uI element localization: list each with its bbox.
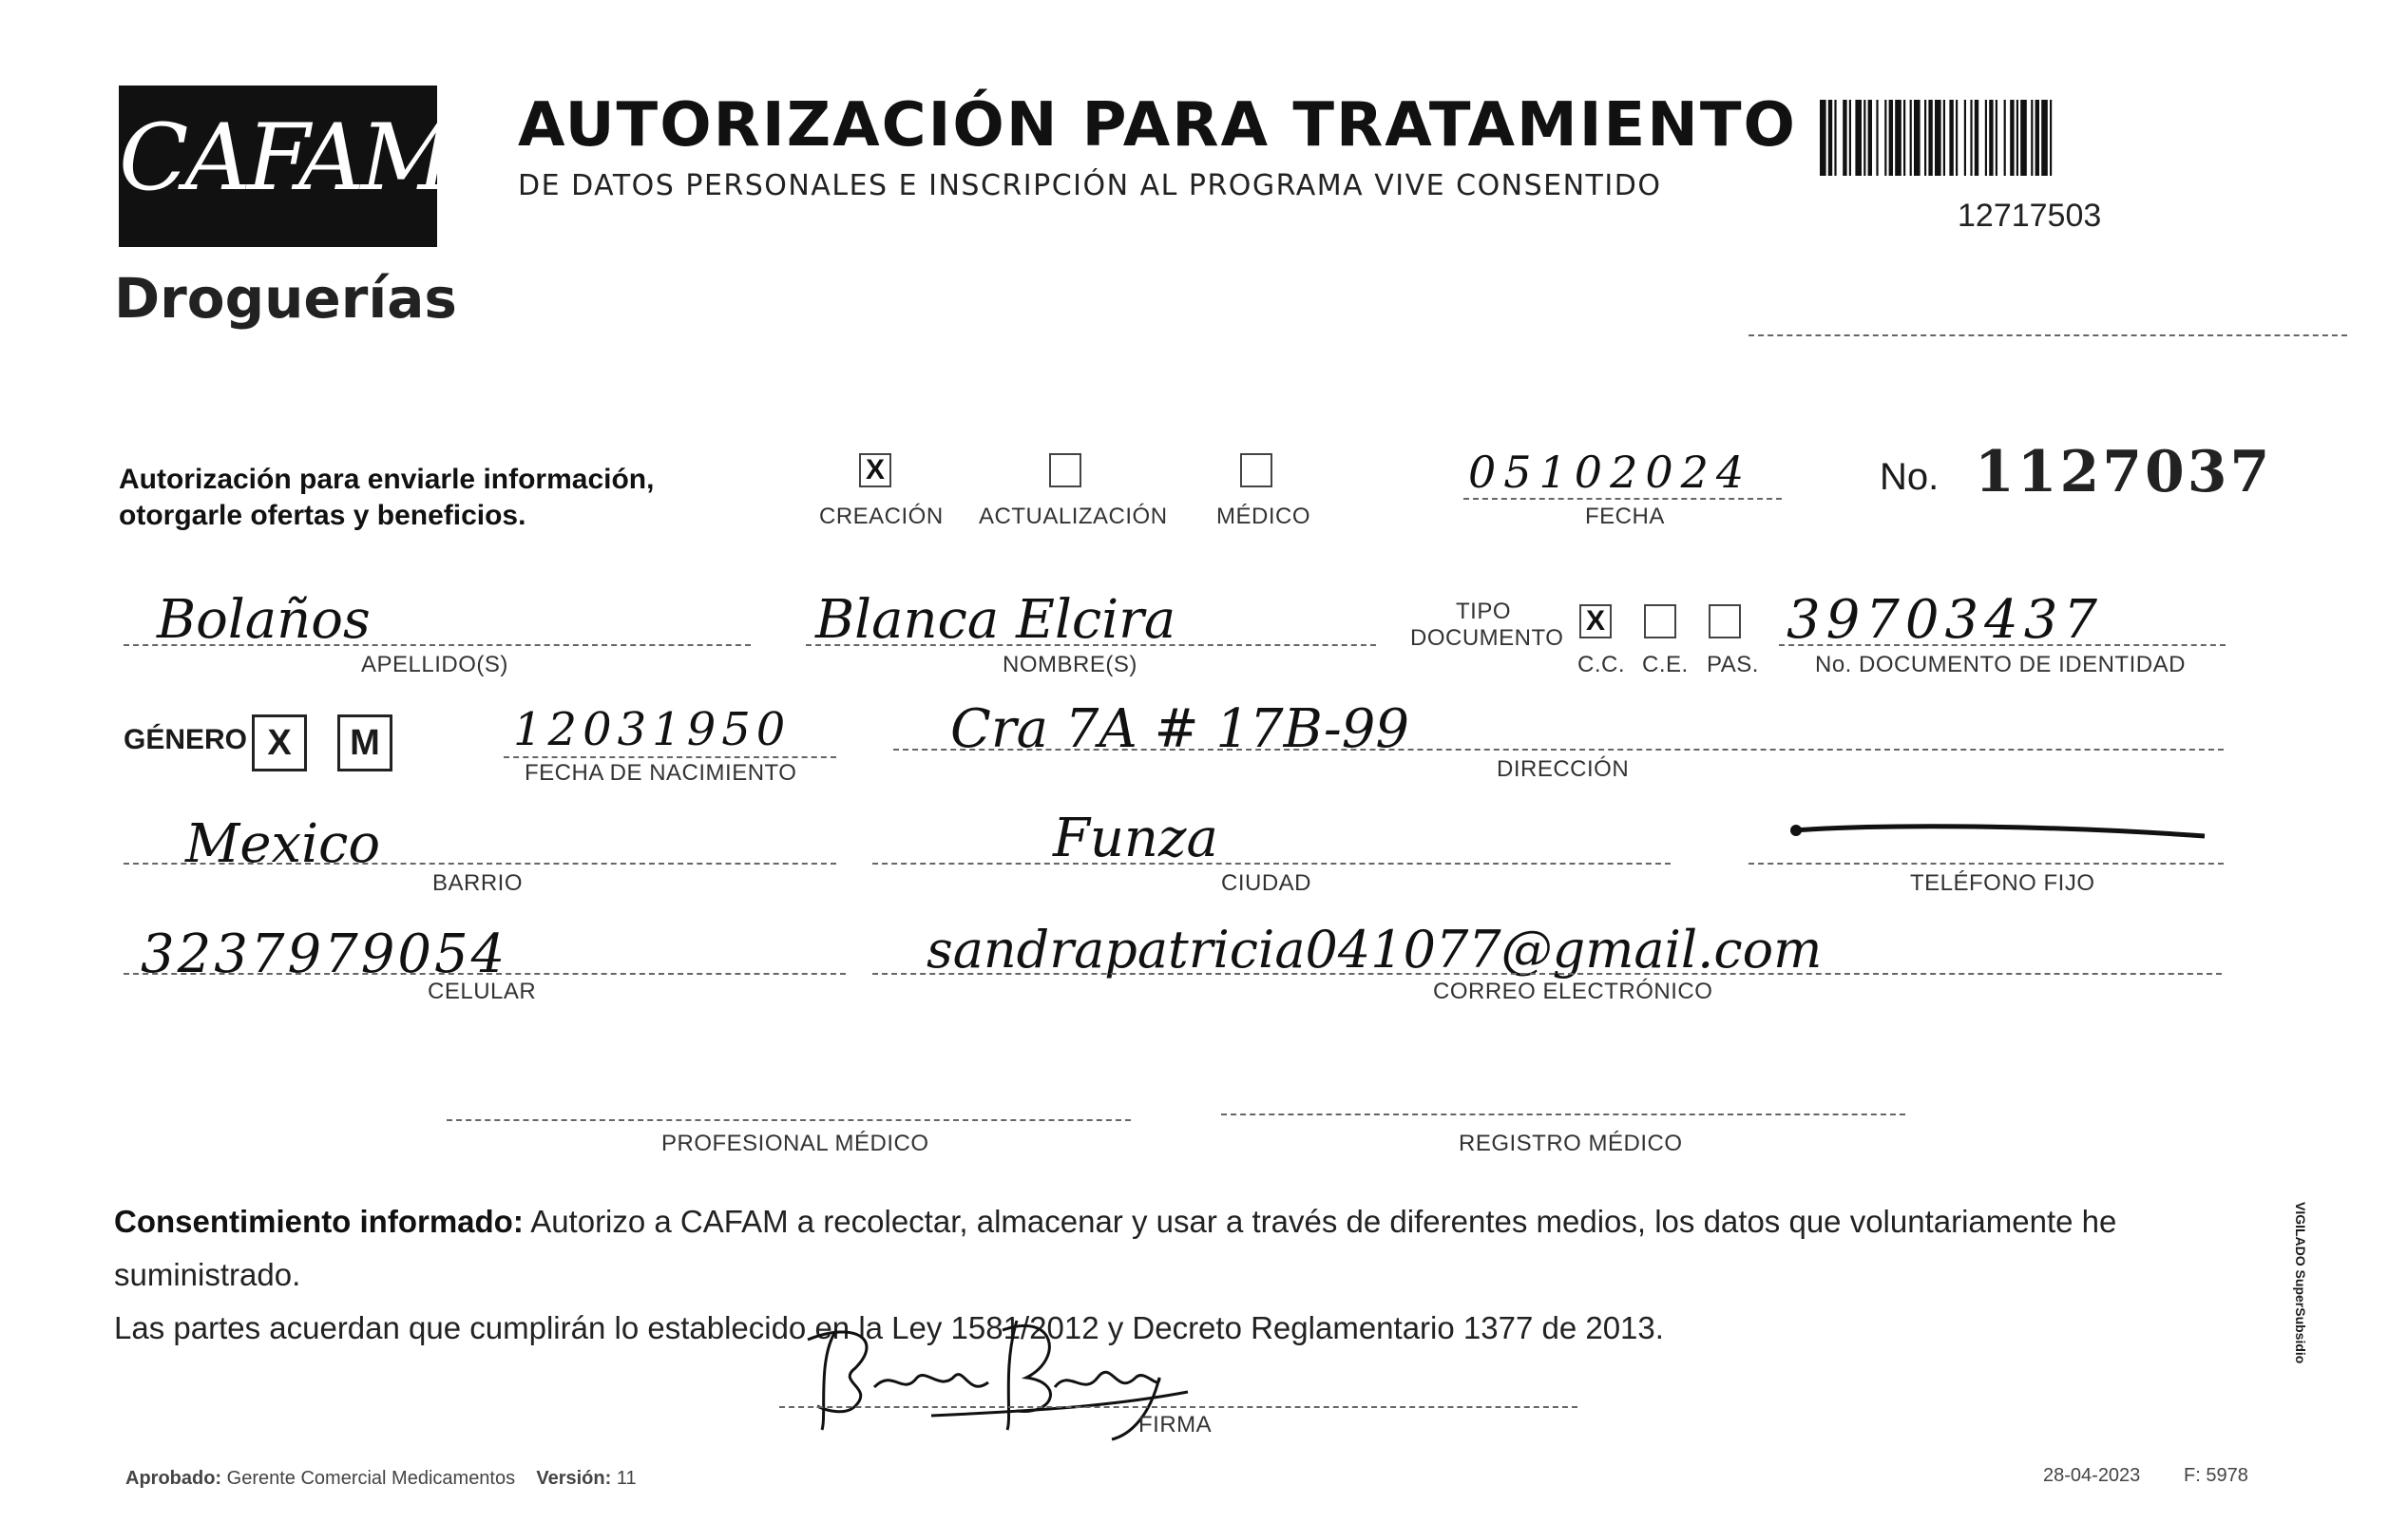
form-title: AUTORIZACIÓN PARA TRATAMIENTO [518, 90, 1797, 161]
barcode-bar [2020, 100, 2027, 176]
ciudad-label: CIUDAD [1221, 870, 1312, 896]
barcode-bar [2035, 100, 2039, 176]
fecha-label: FECHA [1585, 504, 1665, 529]
pas-label: PAS. [1707, 652, 1759, 677]
cafam-logo-text: CAFAM [119, 105, 450, 211]
telefono-label: TELÉFONO FIJO [1910, 870, 2095, 896]
barcode-bar [1985, 100, 1987, 176]
brand-subtitle: Droguerías [114, 266, 457, 331]
barcode-bar [1849, 100, 1851, 176]
celular-label: CELULAR [428, 979, 537, 1004]
cc-checkbox[interactable]: X [1579, 604, 1612, 638]
ciudad-line [872, 863, 1671, 865]
barcode-bar [1834, 100, 1836, 176]
doc-number-label: No. DOCUMENTO DE IDENTIDAD [1815, 652, 2186, 677]
birth-date-label: FECHA DE NACIMIENTO [525, 760, 797, 786]
fecha-line [1463, 498, 1782, 500]
barcode-bar [2010, 100, 2014, 176]
barcode-number: 12717503 [1958, 198, 2102, 234]
nombres-label: NOMBRE(S) [1003, 652, 1137, 677]
footer-f-code: F: 5978 [2184, 1465, 2248, 1486]
address-label: DIRECCIÓN [1497, 756, 1630, 782]
ciudad-value: Funza [1053, 808, 1218, 869]
ce-checkbox[interactable] [1644, 604, 1676, 638]
medico-checkbox[interactable] [1240, 453, 1272, 487]
consent-text-line1: Autorizo a CAFAM a recolectar, almacenar y usar a través de diferentes medios, los datos que voluntariamente he suministrado. [114, 1204, 2117, 1292]
medico-label: MÉDICO [1216, 504, 1310, 529]
aprobado-label: Aprobado: [125, 1468, 222, 1489]
barcode-bar [2016, 100, 2018, 176]
barrio-value: Mexico [185, 813, 381, 875]
address-value: Cra 7A # 17B-99 [950, 698, 1410, 760]
email-line [872, 973, 2222, 975]
doc-number-line [1779, 644, 2226, 646]
creacion-checkbox[interactable]: X [859, 453, 891, 487]
consent-text-line2: Las partes acuerdan que cumplirán lo establecido en la Ley 1581/2012 y Decreto Reglamentario 1377 de 2013. [114, 1310, 1664, 1345]
barcode-bar [1828, 100, 1832, 176]
barcode-bar [1820, 100, 1826, 176]
barcode-bar [1876, 100, 1878, 176]
celular-value: 3237979054 [141, 923, 508, 985]
barcode-bar [2031, 100, 2033, 176]
vigilado-vertical [2285, 1202, 2314, 1401]
barcode-bar [2050, 100, 2052, 176]
barcode-bar [1863, 100, 1865, 176]
barcode-bar [1996, 100, 1997, 176]
apellidos-line [124, 644, 751, 646]
actualizacion-label: ACTUALIZACIÓN [979, 504, 1168, 529]
profesional-line [447, 1119, 1131, 1121]
registro-line [1221, 1114, 1905, 1115]
version-label: Versión: [536, 1468, 612, 1489]
authorization-text-line2: otorgarle ofertas y beneficios. [119, 500, 526, 531]
tipo-label: TIPO [1456, 599, 1512, 624]
telefono-strikethrough [1787, 819, 2214, 847]
firma-label: FIRMA [1138, 1412, 1213, 1437]
nombres-value: Blanca Elcira [815, 589, 1176, 651]
barcode-bar [1964, 100, 1966, 176]
ce-label: C.E. [1642, 652, 1689, 677]
address-line [893, 749, 2224, 751]
barcode-bar [1884, 100, 1886, 176]
form-subtitle: DE DATOS PERSONALES E INSCRIPCIÓN AL PROGRAMA VIVE CONSENTIDO [518, 169, 1662, 202]
barrio-label: BARRIO [432, 870, 524, 896]
creacion-label: CREACIÓN [819, 504, 944, 529]
email-label: CORREO ELECTRÓNICO [1433, 979, 1713, 1004]
barcode-bar [1889, 100, 1893, 176]
barcode-bar [1895, 100, 1902, 176]
barcode-bar [1989, 100, 1993, 176]
barcode-bar [2041, 100, 2048, 176]
signature-line [779, 1406, 1577, 1408]
signature [798, 1302, 1197, 1444]
barcode-bar [1928, 100, 1932, 176]
footer-approval [125, 1468, 637, 1490]
barcode-bar [1855, 100, 1862, 176]
barcode-bar [1975, 100, 1978, 176]
telefono-line [1749, 863, 2224, 865]
barcode [1820, 100, 2209, 176]
email-value: sandrapatricia041077@gmail.com [927, 920, 1823, 980]
actualizacion-checkbox[interactable] [1049, 453, 1081, 487]
apellidos-value: Bolaños [157, 589, 371, 651]
gender-m-box[interactable]: M [337, 714, 392, 771]
pas-checkbox[interactable] [1709, 604, 1741, 638]
form-number: 1127037 [1975, 439, 2273, 505]
celular-line [124, 973, 846, 975]
barcode-bar [2004, 100, 2006, 176]
barrio-line [124, 863, 836, 865]
barcode-bar [1943, 100, 1945, 176]
authorization-text-line1: Autorización para enviarle información, [119, 464, 655, 495]
documento-label: DOCUMENTO [1410, 625, 1564, 651]
birth-date-line [504, 756, 836, 758]
barcode-bar [1956, 100, 1958, 176]
footer-date-code: 28-04-2023 [2043, 1465, 2141, 1486]
consent-title: Consentimiento informado: [114, 1204, 524, 1239]
barcode-bar [1903, 100, 1905, 176]
gender-f-box[interactable]: X [252, 714, 307, 771]
genero-label: GÉNERO [124, 724, 248, 755]
birth-date-value: 12031950 [513, 703, 792, 756]
header-dashed-line [1749, 334, 2347, 336]
barcode-bar [1843, 100, 1846, 176]
barcode-bar [1914, 100, 1921, 176]
registro-label: REGISTRO MÉDICO [1459, 1131, 1683, 1156]
nombres-line [806, 644, 1376, 646]
barcode-bar [1924, 100, 1926, 176]
barcode-bar [1910, 100, 1912, 176]
barcode-bar [1935, 100, 1941, 176]
barcode-bar [1970, 100, 1972, 176]
barcode-bar [1868, 100, 1872, 176]
version-value: 11 [616, 1468, 637, 1489]
aprobado-value: Gerente Comercial Medicamentos [226, 1468, 516, 1489]
vigilado-text: VIGILADO SuperSubsidio [2293, 1202, 2308, 1364]
barcode-bar [1949, 100, 1953, 176]
doc-number-value: 39703437 [1787, 589, 2104, 651]
cc-label: C.C. [1577, 652, 1625, 677]
profesional-label: PROFESIONAL MÉDICO [661, 1131, 929, 1156]
form-number-label: No. [1880, 456, 1940, 498]
fecha-value: 05102024 [1468, 447, 1752, 498]
apellidos-label: APELLIDO(S) [361, 652, 508, 677]
